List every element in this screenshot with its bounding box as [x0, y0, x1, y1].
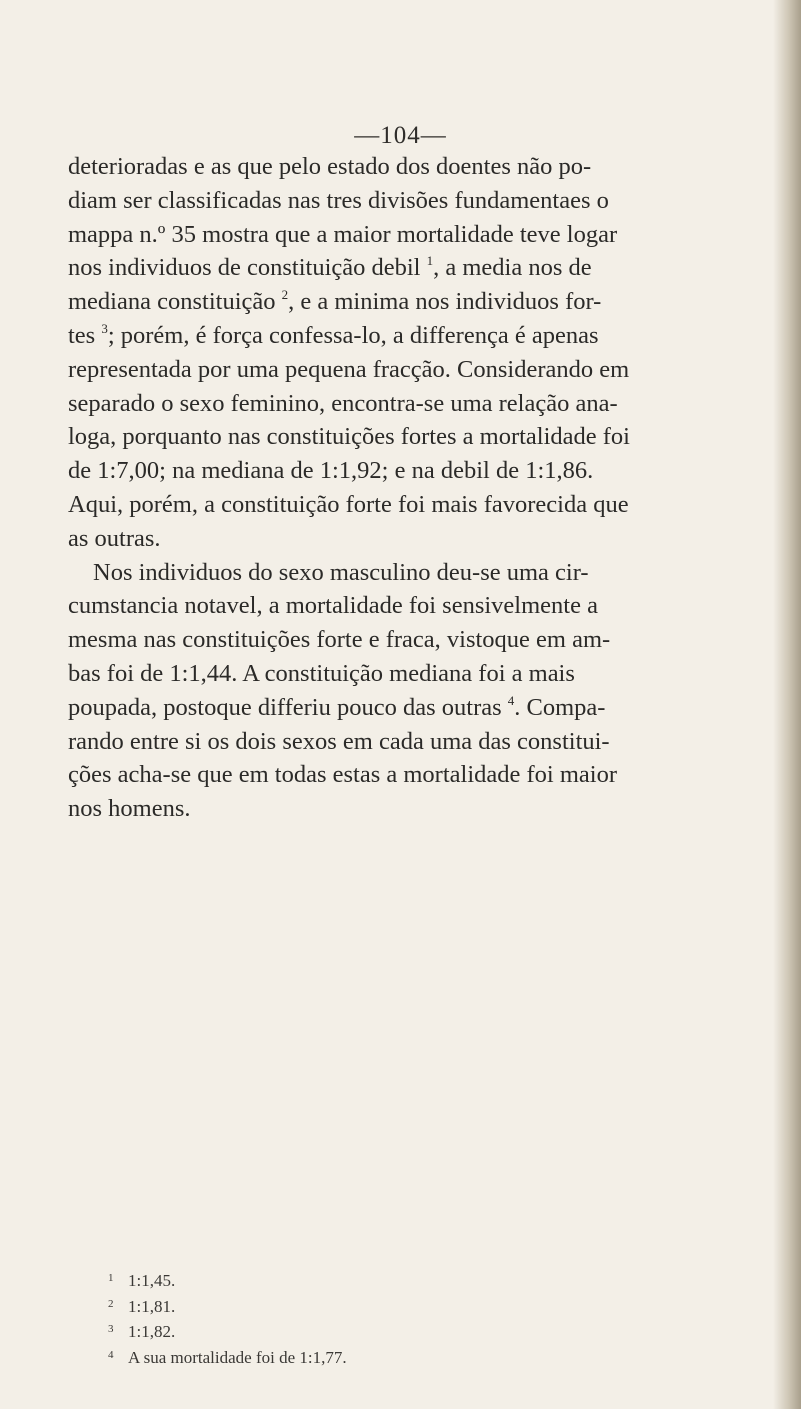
- footnote-text: 1:1,45.: [128, 1271, 176, 1290]
- footnote-mark: 3: [108, 1323, 114, 1335]
- page-edge-shadow: [773, 0, 801, 1409]
- paragraph-1-text-b: , a media nos de mediana constituição: [68, 254, 592, 316]
- paragraph-1: [68, 150, 736, 556]
- footnote-text: 1:1,82.: [128, 1322, 176, 1341]
- footnote-mark: 1: [108, 1272, 114, 1284]
- footnote-1: [108, 1267, 668, 1293]
- paragraph-2-text-b: . Compa- rando entre si os dois sexos em cada uma das constitui- ções acha-se que em todas estas a mortalidade foi maior nos homens.: [68, 693, 617, 823]
- footnote-text: A sua mortalidade foi de 1:1,77.: [128, 1347, 347, 1367]
- footnotes: [108, 1267, 668, 1369]
- page-number: —104—: [354, 122, 447, 149]
- paragraph-1-text-d: ; porém, é força confessa-lo, a differença é apenas representada por uma pequena fracção. Considerando em separado o sexo feminino, encontra-se uma relação ana- loga, porquanto nas constituições fortes a mortalidade foi de 1:7,00; na mediana de 1:1,92; e na debil de 1:1,86. Aqui, porém, a constituição forte foi mais favorecida que as outras.: [68, 321, 630, 552]
- paragraph-2: [68, 556, 736, 826]
- footnote-2: [108, 1293, 668, 1319]
- body-text: [68, 150, 736, 826]
- footnote-mark: 2: [108, 1297, 114, 1310]
- paragraph-1-text-c: , e a minima nos individuos for- tes: [68, 288, 602, 349]
- footnote-4: [108, 1344, 668, 1370]
- footnote-text: 1:1,81.: [128, 1296, 176, 1316]
- footnote-ref-3: 3: [101, 320, 108, 336]
- footnote-ref-4: 4: [507, 692, 515, 708]
- footnote-ref-1: 1: [426, 253, 434, 269]
- footnote-ref-2: 2: [281, 287, 289, 303]
- paragraph-2-text-a: Nos individuos do sexo masculino deu-se uma cir- cumstancia notavel, a mortalidade foi sensivelmente a mesma nas constituições forte e fraca, vistoque em am- bas foi de 1:1,44. A constituição mediana foi a mais poupada, postoque differiu pouco das outras: [68, 558, 611, 721]
- paragraph-1-text-a: deterioradas e as que pelo estado dos doentes não po- diam ser classificadas nas tres divisões fundamentaes o mappa n.º 35 mostra que a maior mortalidade teve logar nos individuos de constituição debil: [68, 153, 618, 282]
- footnote-mark: 4: [108, 1348, 114, 1361]
- footnote-3: [108, 1318, 668, 1344]
